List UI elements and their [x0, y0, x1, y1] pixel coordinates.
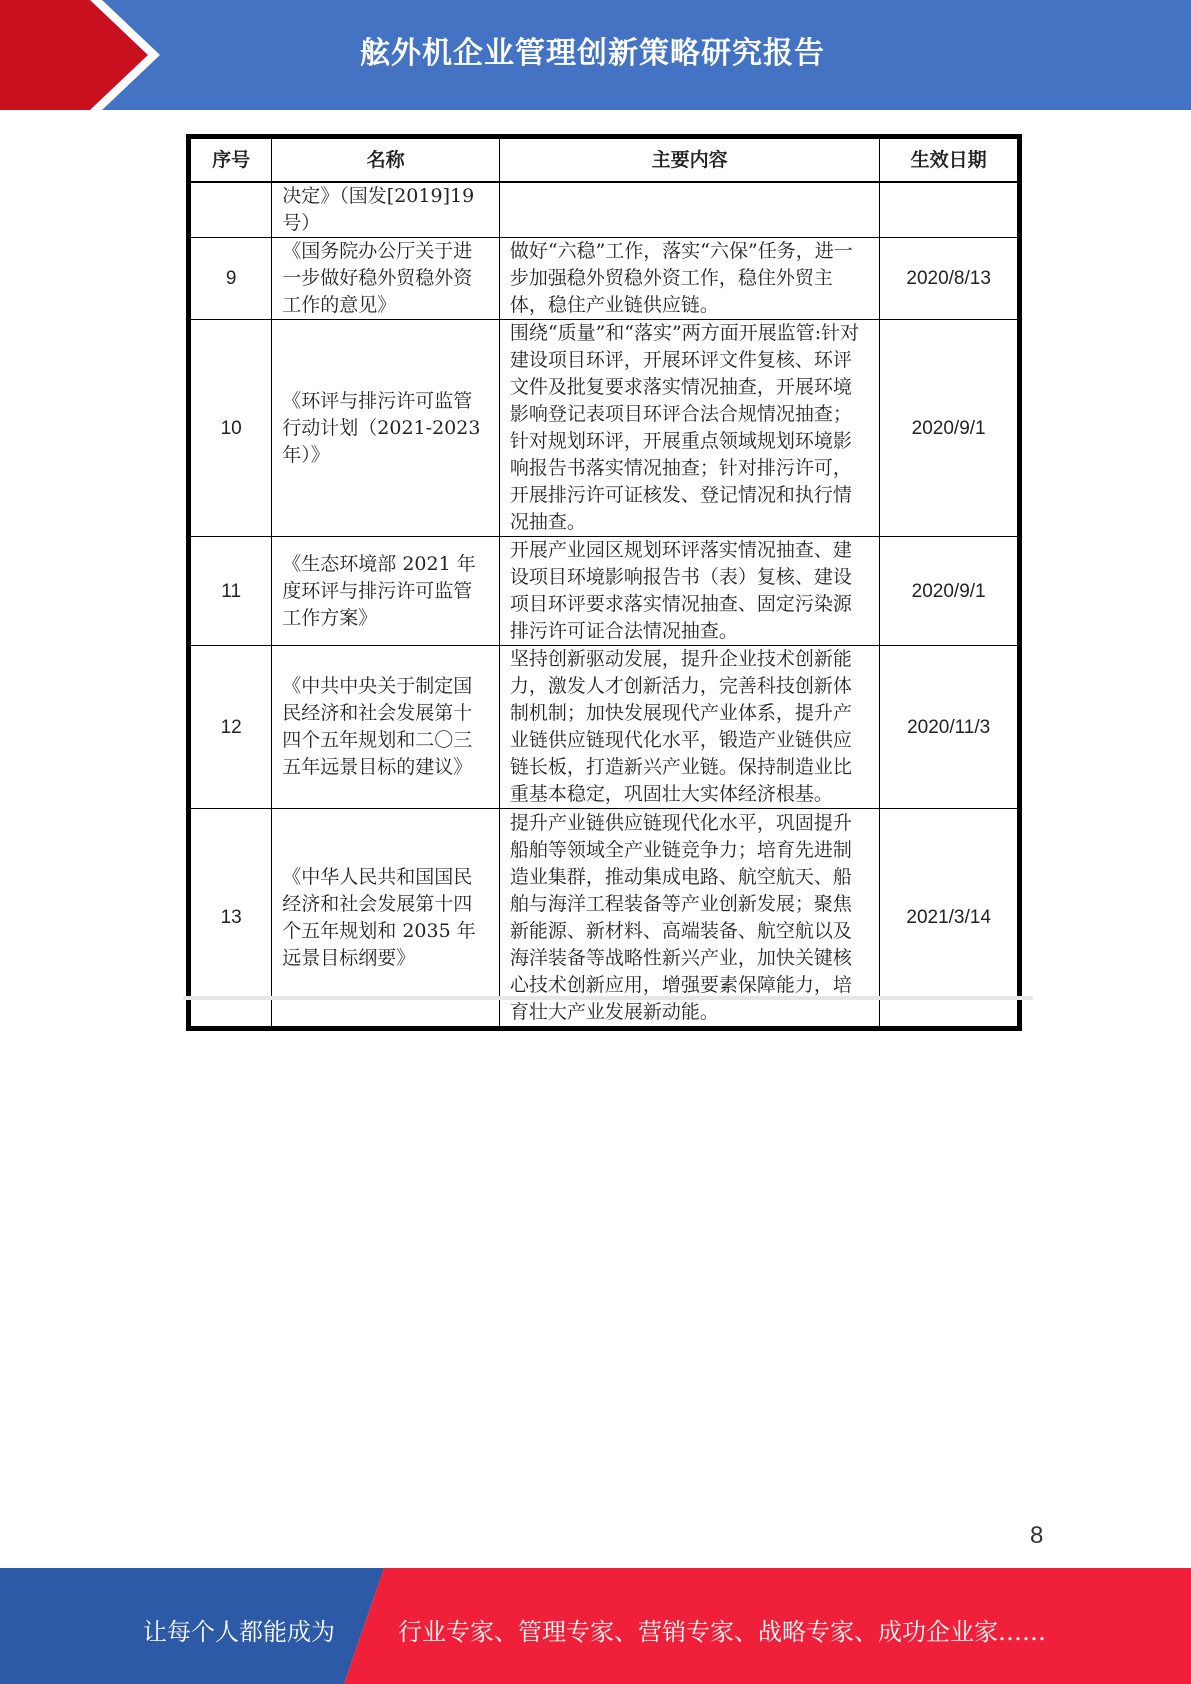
row-name: 《生态环境部 2021 年度环评与排污许可监管工作方案》 [272, 537, 500, 646]
row-name: 《国务院办公厅关于进一步做好稳外贸稳外资工作的意见》 [272, 238, 500, 320]
table-row [191, 809, 1018, 1027]
table-row [191, 238, 1018, 320]
row-name: 《中共中央关于制定国民经济和社会发展第十四个五年规划和二〇三五年远景目标的建议》 [272, 646, 500, 809]
footer-band [0, 1568, 1191, 1684]
row-content: 做好“六稳”工作，落实“六保”任务，进一步加强稳外贸稳外资工作，稳住外贸主体，稳住产业链供应链。 [499, 238, 879, 320]
column-header-content: 主要内容 [499, 139, 879, 183]
header-arrow-decoration [0, 0, 200, 110]
row-date: 2020/9/1 [880, 320, 1018, 537]
policy-table [186, 134, 1022, 1031]
row-name: 《环评与排污许可监管行动计划（2021-2023年）》 [272, 320, 500, 537]
table-header-row [191, 139, 1018, 183]
row-number: 13 [191, 809, 272, 1027]
page-number: 8 [1030, 1522, 1044, 1549]
column-header-name: 名称 [272, 139, 500, 183]
row-date: 2020/11/3 [880, 646, 1018, 809]
row-content: 坚持创新驱动发展，提升企业技术创新能力，激发人才创新活力，完善科技创新体制机制；加快发展现代产业体系，提升产业链供应链现代化水平，锻造产业链供应链长板，打造新兴产业链。保持制造业比重基本稳定，巩固壮大实体经济根基。 [499, 646, 879, 809]
table-row [191, 320, 1018, 537]
row-content: 开展产业园区规划环评落实情况抽查、建设项目环境影响报告书（表）复核、建设项目环评要求落实情况抽查、固定污染源排污许可证合法情况抽查。 [499, 537, 879, 646]
row-name: 决定》（国发[2019]19号） [272, 182, 500, 238]
header-band [0, 0, 1191, 110]
row-number: 10 [191, 320, 272, 537]
row-number: 12 [191, 646, 272, 809]
row-name: 《中华人民共和国国民经济和社会发展第十四个五年规划和 2035 年远景目标纲要》 [272, 809, 500, 1027]
footer-slogan-left: 让每个人都能成为 [143, 1618, 335, 1646]
row-date [880, 182, 1018, 238]
row-number [191, 182, 272, 238]
table-shadow-divider [183, 996, 1033, 1000]
row-content [499, 182, 879, 238]
row-date: 2021/3/14 [880, 809, 1018, 1027]
table-row [191, 182, 1018, 238]
row-content: 围绕“质量”和“落实”两方面开展监管:针对建设项目环评，开展环评文件复核、环评文件及批复要求落实情况抽查，开展环境影响登记表项目环评合法合规情况抽查；针对规划环评，开展重点领域规划环境影响报告书落实情况抽查；针对排污许可，开展排污许可证核发、登记情况和执行情况抽查。 [499, 320, 879, 537]
page-title: 舷外机企业管理创新策略研究报告 [360, 36, 825, 71]
row-date: 2020/9/1 [880, 537, 1018, 646]
table-row [191, 537, 1018, 646]
row-number: 9 [191, 238, 272, 320]
column-header-date: 生效日期 [880, 139, 1018, 183]
table-row [191, 646, 1018, 809]
row-number: 11 [191, 537, 272, 646]
footer-slogan-right: 行业专家、管理专家、营销专家、战略专家、成功企业家…… [398, 1618, 1046, 1646]
row-date: 2020/8/13 [880, 238, 1018, 320]
row-content: 提升产业链供应链现代化水平，巩固提升船舶等领域全产业链竞争力；培育先进制造业集群，推动集成电路、航空航天、船舶与海洋工程装备等产业创新发展；聚焦新能源、新材料、高端装备、航空航以及海洋装备等战略性新兴产业，加快关键核心技术创新应用，增强要素保障能力，培育壮大产业发展新动能。 [499, 809, 879, 1027]
column-header-number: 序号 [191, 139, 272, 183]
